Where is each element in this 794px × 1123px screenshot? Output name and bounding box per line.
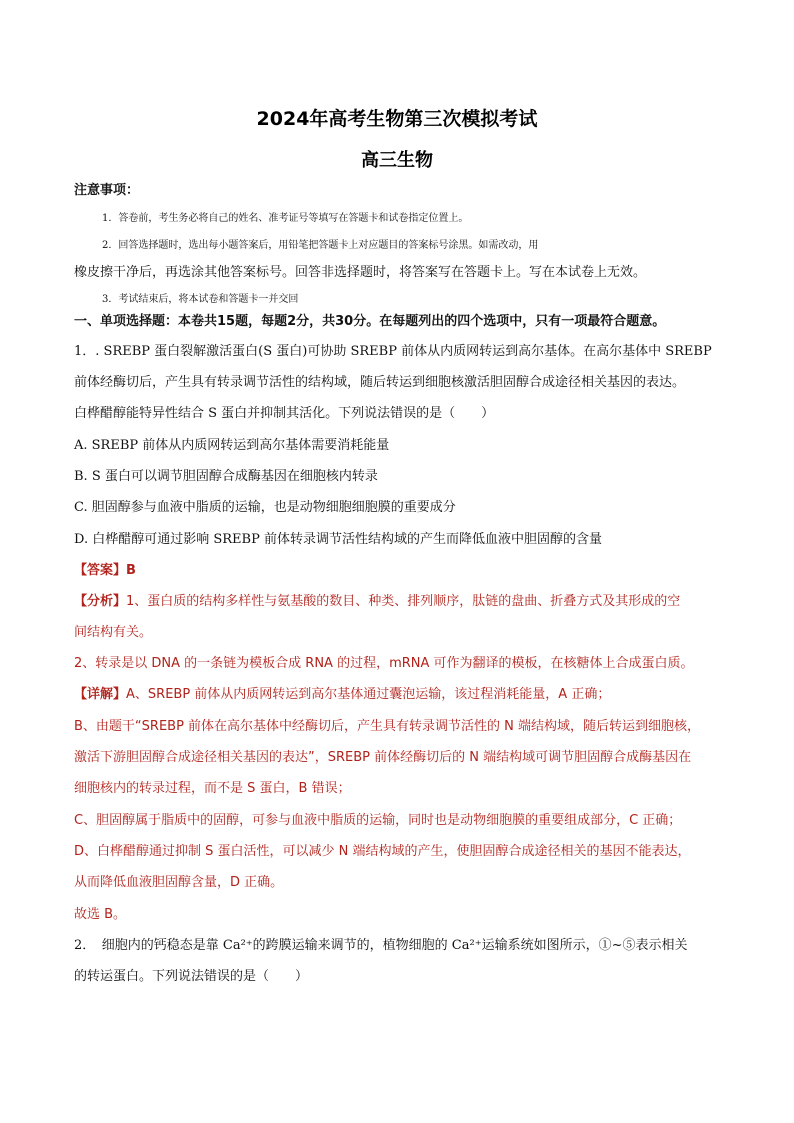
notice-heading: 注意事项： — [74, 183, 140, 198]
answer-label: 【答案】 — [74, 563, 127, 578]
answer-value: B — [126, 563, 136, 578]
option-c: C. 胆固醇参与血液中脂质的运输，也是动物细胞细胞膜的重要成分 — [74, 500, 456, 515]
analysis-label: 【分析】 — [74, 594, 127, 609]
analysis-text: 1、蛋白质的结构多样性与氨基酸的数目、种类、排列顺序，肽链的盘曲、折叠方式及其形成的空 — [126, 594, 681, 609]
detail-label: 【详解】 — [74, 687, 127, 702]
exam-title: 2024年高考生物第三次模拟考试 — [256, 108, 538, 130]
analysis-text: 间结构有关。 — [74, 625, 153, 640]
question-stem: 的转运蛋白。下列说法错误的是（ ） — [74, 969, 309, 984]
detail-text: 从而降低血液胆固醇含量，D 正确。 — [74, 875, 284, 890]
detail-conclusion: 故选 B。 — [74, 907, 127, 922]
question-stem: 白桦醋醇能特异性结合 S 蛋白并抑制其活化。下列说法错误的是（ ） — [74, 406, 495, 421]
detail-text: A、SREBP 前体从内质网转运到高尔基体通过囊泡运输，该过程消耗能量，A 正确； — [126, 687, 611, 702]
detail-text: 细胞核内的转录过程，而不是 S 蛋白，B 错误； — [74, 781, 351, 796]
detail-text: B、由题干“SREBP 前体在高尔基体中经酶切后，产生具有转录调节活性的 N 端结构域，随后转运到细胞核， — [74, 719, 701, 734]
option-d: D. 白桦醋醇可通过影响 SREBP 前体转录调节活性结构域的产生而降低血液中胆固醇的含量 — [74, 532, 602, 547]
notice-line: 1．答卷前，考生务必将自己的姓名、准考证号等填写在答题卡和试卷指定位置上。 — [102, 213, 469, 224]
question-stem: 1．. SREBP 蛋白裂解激活蛋白(S 蛋白)可协助 SREBP 前体从内质网转运到高尔基体。在高尔基体中 SREBP — [74, 344, 712, 359]
analysis-text: 2、转录是以 DNA 的一条链为模板合成 RNA 的过程，mRNA 可作为翻译的模板，在核糖体上合成蛋白质。 — [74, 656, 694, 671]
notice-line: 3．考试结束后，将本试卷和答题卡一并交回 — [102, 294, 299, 305]
option-a: A. SREBP 前体从内质网转运到高尔基体需要消耗能量 — [74, 438, 390, 453]
detail-text: C、胆固醇属于脂质中的固醇，可参与血液中脂质的运输，同时也是动物细胞膜的重要组成部分，C 正确； — [74, 813, 682, 828]
analysis-line — [74, 593, 724, 611]
option-b: B. S 蛋白可以调节胆固醇合成酶基因在细胞核内转录 — [74, 469, 378, 484]
exam-subtitle: 高三生物 — [361, 150, 433, 171]
notice-line: 橡皮擦干净后，再选涂其他答案标号。回答非选择题时，将答案写在答题卡上。写在本试卷上无效。 — [74, 265, 647, 280]
question-stem: 前体经酶切后，产生具有转录调节活性的结构域，随后转运到细胞核激活胆固醇合成途径相关基因的表达。 — [74, 375, 686, 390]
question-stem: 2． 细胞内的钙稳态是靠 Ca²⁺的跨膜运输来调节的，植物细胞的 Ca²⁺运输系统如图所示，①~⑤表示相关 — [74, 938, 688, 953]
notice-line: 2．回答选择题时，选出每小题答案后，用铅笔把答题卡上对应题目的答案标号涂黑。如需改动，用 — [102, 240, 539, 251]
detail-line — [74, 686, 724, 704]
detail-text: D、白桦醋醇通过抑制 S 蛋白活性，可以减少 N 端结构域的产生，使胆固醇合成途径相关的基因不能表达， — [74, 844, 691, 859]
section-heading: 一、单项选择题：本卷共15题，每题2分，共30分。在每题列出的四个选项中，只有一项最符合题意。 — [74, 314, 666, 329]
detail-text: 激活下游胆固醇合成途径相关基因的表达”，SREBP 前体经酶切后的 N 端结构域可调节胆固醇合成酶基因在 — [74, 750, 692, 765]
answer-line — [74, 562, 724, 580]
